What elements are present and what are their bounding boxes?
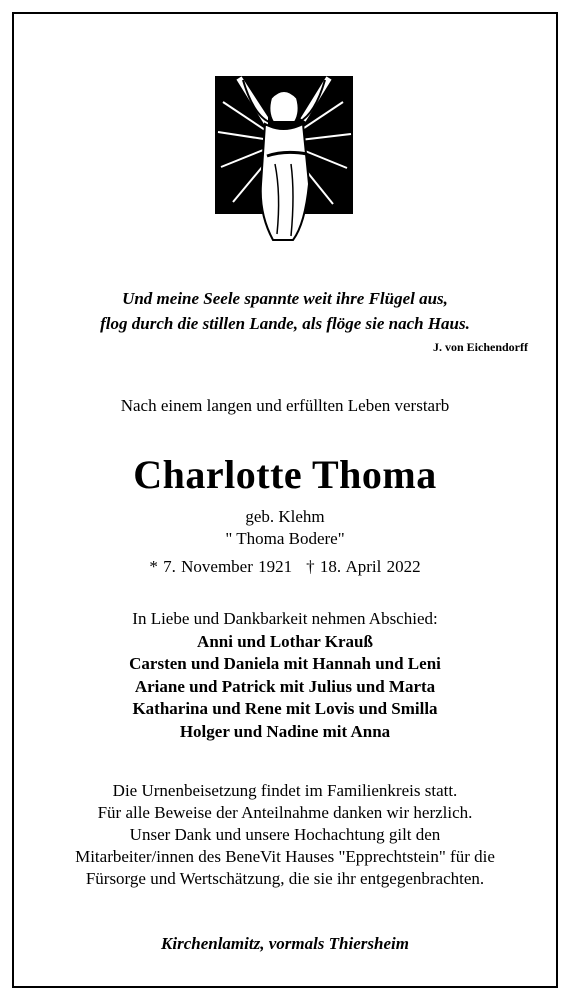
verse-author: J. von Eichendorff [432, 340, 528, 354]
mourner-name: Anni und Lothar Krauß [197, 631, 373, 651]
birth-date: * 7. November 1921 [149, 557, 293, 576]
closing-line: Mitarbeiter/innen des BeneVit Hauses "Epprechtstein" für die [75, 847, 495, 866]
mourners-heading: In Liebe und Dankbarkeit nehmen Abschied: [132, 609, 438, 628]
nickname: " Thoma Bodere" [225, 529, 345, 548]
birth-name: geb. Klehm [245, 507, 325, 526]
closing-line: Für alle Beweise der Anteilnahme danken wir herzlich. [97, 803, 473, 822]
closing-line: Fürsorge und Wertschätzung, die sie ihr entgegenbrachten. [85, 869, 485, 888]
intro-text: Nach einem langen und erfüllten Leben verstarb [120, 396, 450, 415]
closing-line: Die Urnenbeisetzung findet im Familienkreis statt. [112, 781, 458, 800]
mourner-name: Holger und Nadine mit Anna [179, 721, 391, 741]
mourners-block [0, 608, 570, 743]
closing-text [0, 780, 570, 890]
mourner-name: Katharina und Rene mit Lovis und Smilla [132, 699, 438, 718]
verse-line-2: flog durch die stillen Lande, als flöge sie nach Haus. [100, 314, 470, 333]
mourner-name: Ariane und Patrick mit Julius und Marta [134, 676, 436, 696]
closing-line: Unser Dank und unsere Hochachtung gilt den [129, 825, 441, 844]
verse-line-1: Und meine Seele spannte weit ihre Flügel aus, [122, 289, 448, 308]
risen-figure-icon [213, 72, 355, 242]
deceased-name: Charlotte Thoma [133, 452, 437, 497]
life-dates [0, 557, 570, 577]
mourner-name: Carsten und Daniela mit Hannah und Leni [129, 654, 441, 673]
place-line: Kirchenlamitz, vormals Thiersheim [161, 934, 409, 953]
death-date: † 18. April 2022 [306, 557, 421, 576]
